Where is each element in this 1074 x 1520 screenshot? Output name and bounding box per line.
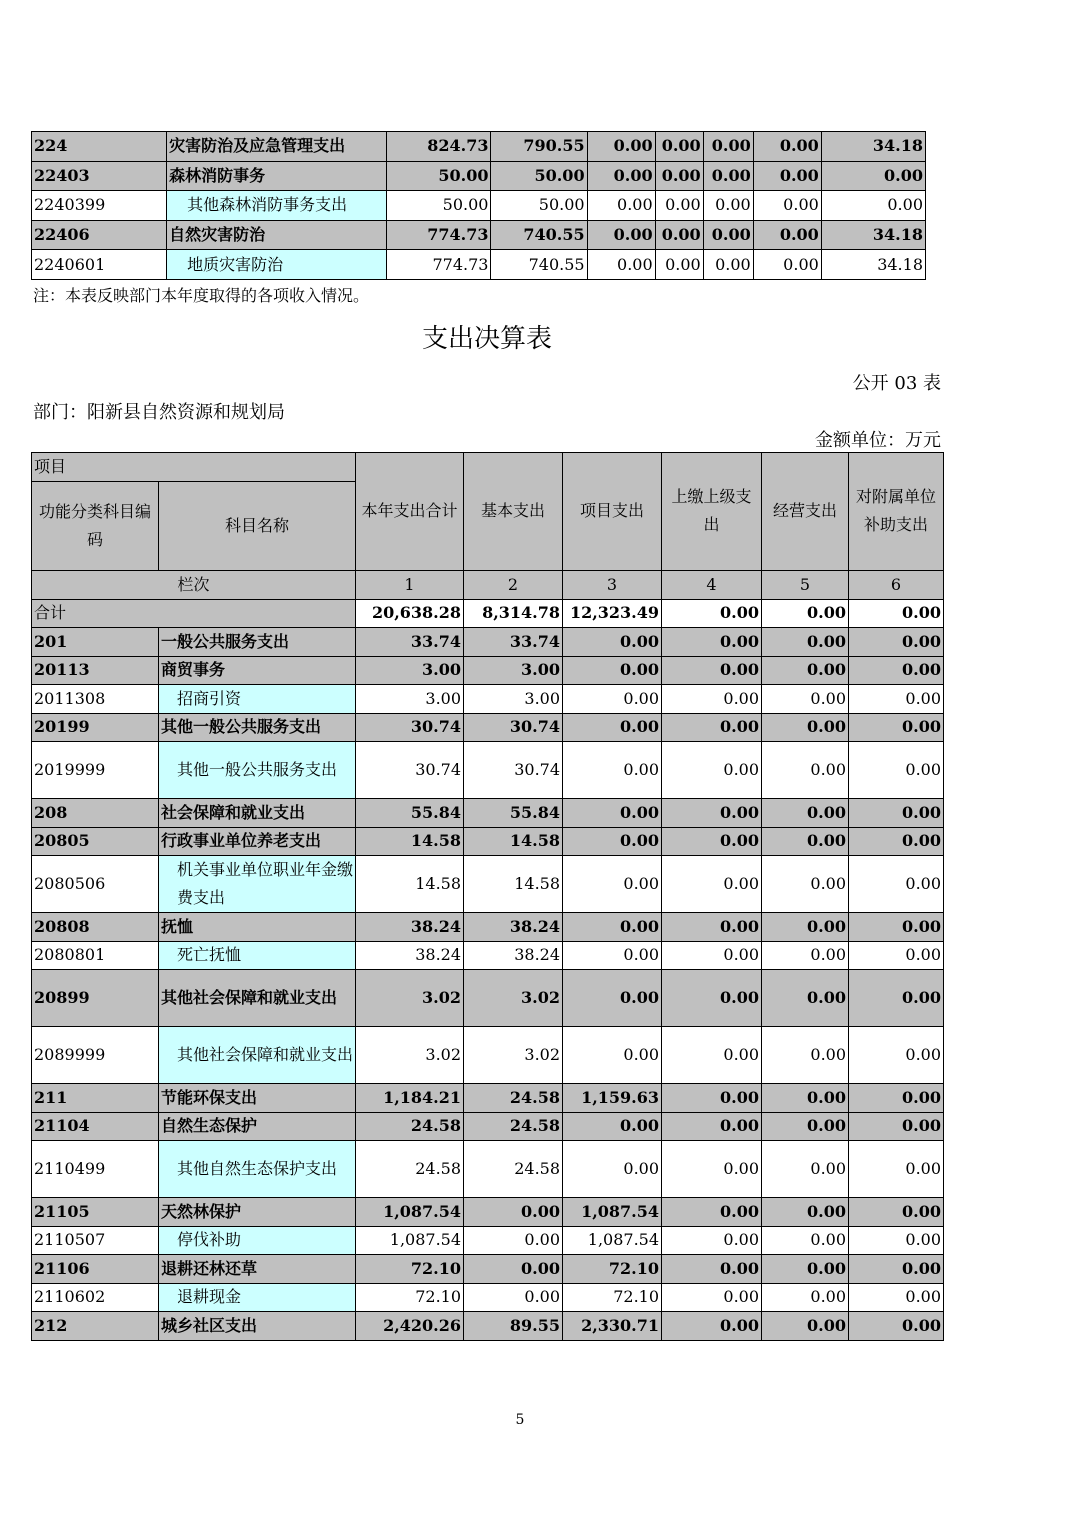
column-number: 4 (662, 570, 762, 599)
row-value: 1,087.54 (563, 1198, 662, 1227)
table-row (32, 132, 926, 162)
row-value: 0.00 (563, 713, 662, 742)
row-value: 0.00 (662, 827, 762, 856)
row-value: 0.00 (762, 827, 849, 856)
row-name: 商贸事务 (159, 656, 356, 685)
row-value: 0.00 (703, 220, 753, 250)
row-value: 0.00 (464, 1255, 563, 1284)
column-number: 1 (356, 570, 464, 599)
row-value: 0.00 (662, 685, 762, 714)
row-value: 0.00 (563, 856, 662, 913)
row-value: 0.00 (849, 1312, 944, 1341)
row-value: 3.00 (464, 685, 563, 714)
row-value: 55.84 (356, 799, 464, 828)
row-name: 停伐补助 (159, 1226, 356, 1255)
row-name: 其他一般公共服务支出 (159, 742, 356, 799)
row-name: 自然生态保护 (159, 1112, 356, 1141)
column-number: 3 (563, 570, 662, 599)
row-value: 0.00 (762, 856, 849, 913)
row-value: 0.00 (662, 1027, 762, 1084)
row-value: 0.00 (762, 1027, 849, 1084)
table-row (32, 220, 926, 250)
row-value: 3.02 (356, 970, 464, 1027)
row-name: 天然林保护 (159, 1198, 356, 1227)
row-value: 38.24 (356, 913, 464, 942)
row-value: 0.00 (753, 250, 821, 280)
row-value: 774.73 (387, 220, 491, 250)
table-note: 注：本表反映部门本年度取得的各项收入情况。 (33, 286, 370, 305)
row-value: 0.00 (849, 1112, 944, 1141)
row-name: 机关事业单位职业年金缴费支出 (159, 856, 356, 913)
row-name: 社会保障和就业支出 (159, 799, 356, 828)
row-value: 0.00 (587, 220, 655, 250)
row-code: 2089999 (32, 1027, 159, 1084)
row-value: 0.00 (563, 742, 662, 799)
row-value: 0.00 (849, 1027, 944, 1084)
row-name: 森林消防事务 (167, 161, 387, 191)
row-value: 0.00 (849, 1283, 944, 1312)
row-value: 0.00 (662, 656, 762, 685)
row-value: 1,184.21 (356, 1084, 464, 1113)
table-row (32, 161, 926, 191)
row-value: 72.10 (356, 1255, 464, 1284)
row-name: 城乡社区支出 (159, 1312, 356, 1341)
row-value: 14.58 (356, 827, 464, 856)
row-code: 208 (32, 799, 159, 828)
row-code: 2080801 (32, 941, 159, 970)
row-value: 0.00 (849, 1084, 944, 1113)
table-row (32, 656, 944, 685)
row-value: 0.00 (849, 970, 944, 1027)
row-code: 20805 (32, 827, 159, 856)
row-value: 0.00 (464, 1198, 563, 1227)
expenditure-table (31, 452, 944, 1341)
table-row (32, 250, 926, 280)
row-value: 0.00 (762, 742, 849, 799)
row-value: 0.00 (662, 1255, 762, 1284)
table-row (32, 856, 944, 913)
row-value: 0.00 (849, 685, 944, 714)
table-row (32, 1198, 944, 1227)
row-value: 50.00 (387, 191, 491, 221)
row-value: 0.00 (849, 799, 944, 828)
row-name: 其他自然生态保护支出 (159, 1141, 356, 1198)
row-value: 0.00 (762, 1255, 849, 1284)
row-value: 24.58 (356, 1141, 464, 1198)
table-row (32, 970, 944, 1027)
row-value: 55.84 (464, 799, 563, 828)
row-value: 0.00 (762, 941, 849, 970)
row-value: 14.58 (356, 856, 464, 913)
row-value: 0.00 (662, 1198, 762, 1227)
row-value: 0.00 (753, 191, 821, 221)
row-value: 0.00 (703, 191, 753, 221)
row-name: 自然灾害防治 (167, 220, 387, 250)
row-value: 0.00 (849, 1226, 944, 1255)
row-value: 0.00 (563, 970, 662, 1027)
row-value: 0.00 (655, 250, 703, 280)
row-value: 1,087.54 (563, 1226, 662, 1255)
row-value: 0.00 (655, 132, 703, 162)
row-name: 抚恤 (159, 913, 356, 942)
row-code: 212 (32, 1312, 159, 1341)
table-row (32, 1226, 944, 1255)
row-value: 3.02 (356, 1027, 464, 1084)
row-code: 2110499 (32, 1141, 159, 1198)
row-value: 34.18 (821, 132, 925, 162)
row-code: 22403 (32, 161, 167, 191)
row-value: 2,420.26 (356, 1312, 464, 1341)
row-code: 21105 (32, 1198, 159, 1227)
row-name: 行政事业单位养老支出 (159, 827, 356, 856)
row-code: 2240601 (32, 250, 167, 280)
row-value: 0.00 (662, 713, 762, 742)
row-value: 0.00 (662, 799, 762, 828)
row-code: 2011308 (32, 685, 159, 714)
row-name: 退耕现金 (159, 1283, 356, 1312)
header-col-upper: 上缴上级支出 (662, 453, 762, 571)
row-value: 0.00 (849, 856, 944, 913)
row-value: 33.74 (464, 628, 563, 657)
header-col-total: 本年支出合计 (356, 453, 464, 571)
header-col-business: 经营支出 (762, 453, 849, 571)
row-value: 0.00 (662, 1141, 762, 1198)
row-value: 0.00 (662, 941, 762, 970)
row-value: 0.00 (655, 220, 703, 250)
row-value: 0.00 (662, 1084, 762, 1113)
row-value: 0.00 (753, 161, 821, 191)
row-value: 0.00 (662, 1226, 762, 1255)
row-value: 0.00 (849, 941, 944, 970)
row-code: 20113 (32, 656, 159, 685)
row-value: 0.00 (762, 1283, 849, 1312)
row-value: 14.58 (464, 827, 563, 856)
row-value: 3.00 (356, 685, 464, 714)
row-value: 0.00 (563, 685, 662, 714)
row-code: 22406 (32, 220, 167, 250)
row-value: 0.00 (563, 628, 662, 657)
total-value: 8,314.78 (464, 599, 563, 628)
row-value: 0.00 (762, 685, 849, 714)
row-value: 0.00 (849, 827, 944, 856)
header-code: 功能分类科目编码 (32, 481, 159, 570)
table-row (32, 1112, 944, 1141)
row-name: 其他一般公共服务支出 (159, 713, 356, 742)
amount-unit: 金额单位：万元 (815, 430, 941, 451)
row-value: 0.00 (655, 191, 703, 221)
row-value: 0.00 (762, 656, 849, 685)
row-value: 0.00 (662, 856, 762, 913)
row-value: 740.55 (491, 250, 587, 280)
row-value: 0.00 (849, 656, 944, 685)
row-code: 224 (32, 132, 167, 162)
row-value: 0.00 (762, 1112, 849, 1141)
row-value: 1,159.63 (563, 1084, 662, 1113)
row-code: 201 (32, 628, 159, 657)
column-number: 5 (762, 570, 849, 599)
table-row (32, 941, 944, 970)
row-value: 3.02 (464, 1027, 563, 1084)
total-value: 20,638.28 (356, 599, 464, 628)
row-value: 0.00 (563, 799, 662, 828)
row-code: 21104 (32, 1112, 159, 1141)
row-value: 0.00 (703, 132, 753, 162)
row-value: 0.00 (762, 1312, 849, 1341)
row-value: 0.00 (762, 1226, 849, 1255)
row-name: 其他社会保障和就业支出 (159, 970, 356, 1027)
row-value: 0.00 (563, 913, 662, 942)
row-code: 2019999 (32, 742, 159, 799)
row-value: 0.00 (464, 1283, 563, 1312)
row-value: 30.74 (464, 713, 563, 742)
row-name: 节能环保支出 (159, 1084, 356, 1113)
row-name: 地质灾害防治 (167, 250, 387, 280)
row-name: 灾害防治及应急管理支出 (167, 132, 387, 162)
row-value: 3.02 (464, 970, 563, 1027)
row-name: 死亡抚恤 (159, 941, 356, 970)
row-value: 0.00 (662, 1312, 762, 1341)
table-row (32, 713, 944, 742)
row-value: 30.74 (356, 713, 464, 742)
row-code: 2080506 (32, 856, 159, 913)
row-value: 50.00 (491, 191, 587, 221)
row-value: 0.00 (849, 742, 944, 799)
row-value: 0.00 (655, 161, 703, 191)
header-column-row: 栏次 (32, 570, 356, 599)
row-value: 1,087.54 (356, 1226, 464, 1255)
row-value: 0.00 (563, 827, 662, 856)
row-code: 20199 (32, 713, 159, 742)
row-value: 3.00 (356, 656, 464, 685)
carryover-table (31, 131, 926, 280)
row-value: 24.58 (464, 1112, 563, 1141)
table-row (32, 1141, 944, 1198)
row-value: 30.74 (356, 742, 464, 799)
row-value: 0.00 (762, 913, 849, 942)
table-row (32, 742, 944, 799)
row-name: 其他社会保障和就业支出 (159, 1027, 356, 1084)
row-name: 一般公共服务支出 (159, 628, 356, 657)
table-row (32, 628, 944, 657)
header-name: 科目名称 (159, 481, 356, 570)
row-name: 退耕还林还草 (159, 1255, 356, 1284)
row-value: 0.00 (587, 191, 655, 221)
row-code: 2110507 (32, 1226, 159, 1255)
table-row (32, 191, 926, 221)
row-value: 38.24 (356, 941, 464, 970)
table-row (32, 685, 944, 714)
row-code: 20808 (32, 913, 159, 942)
row-value: 0.00 (563, 656, 662, 685)
row-value: 790.55 (491, 132, 587, 162)
row-value: 33.74 (356, 628, 464, 657)
table-row (32, 1255, 944, 1284)
header-project: 项目 (32, 453, 356, 482)
row-value: 0.00 (821, 191, 925, 221)
row-value: 0.00 (849, 628, 944, 657)
row-code: 2110602 (32, 1283, 159, 1312)
table-row (32, 799, 944, 828)
page-title: 支出决算表 (421, 324, 552, 354)
department-label: 部门：阳新县自然资源和规划局 (33, 402, 285, 423)
row-value: 24.58 (464, 1141, 563, 1198)
row-code: 2240399 (32, 191, 167, 221)
row-value: 0.00 (821, 161, 925, 191)
row-code: 20899 (32, 970, 159, 1027)
total-label: 合计 (32, 599, 356, 628)
row-value: 0.00 (662, 628, 762, 657)
row-value: 0.00 (703, 161, 753, 191)
row-value: 72.10 (563, 1283, 662, 1312)
row-value: 2,330.71 (563, 1312, 662, 1341)
row-value: 38.24 (464, 913, 563, 942)
row-value: 0.00 (563, 1112, 662, 1141)
total-row (32, 599, 944, 628)
row-value: 24.58 (356, 1112, 464, 1141)
row-name: 其他森林消防事务支出 (167, 191, 387, 221)
row-code: 211 (32, 1084, 159, 1113)
page-number: 5 (515, 1412, 525, 1428)
row-value: 24.58 (464, 1084, 563, 1113)
row-value: 0.00 (662, 1283, 762, 1312)
row-value: 34.18 (821, 220, 925, 250)
form-number: 公开 03 表 (852, 373, 941, 394)
row-value: 34.18 (821, 250, 925, 280)
row-name: 招商引资 (159, 685, 356, 714)
row-value: 0.00 (587, 161, 655, 191)
table-row (32, 913, 944, 942)
row-value: 824.73 (387, 132, 491, 162)
total-value: 0.00 (849, 599, 944, 628)
row-value: 0.00 (849, 1198, 944, 1227)
row-value: 0.00 (762, 970, 849, 1027)
row-value: 38.24 (464, 941, 563, 970)
row-value: 0.00 (849, 713, 944, 742)
row-value: 0.00 (762, 799, 849, 828)
header-col-basic: 基本支出 (464, 453, 563, 571)
row-value: 774.73 (387, 250, 491, 280)
total-value: 12,323.49 (563, 599, 662, 628)
row-value: 50.00 (387, 161, 491, 191)
row-value: 0.00 (563, 1027, 662, 1084)
row-value: 0.00 (662, 913, 762, 942)
row-value: 72.10 (356, 1283, 464, 1312)
row-value: 50.00 (491, 161, 587, 191)
table-row (32, 1084, 944, 1113)
row-value: 0.00 (703, 250, 753, 280)
row-value: 0.00 (563, 941, 662, 970)
row-value: 0.00 (753, 132, 821, 162)
row-value: 0.00 (662, 970, 762, 1027)
column-number: 6 (849, 570, 944, 599)
column-number: 2 (464, 570, 563, 599)
row-value: 0.00 (849, 1141, 944, 1198)
row-value: 0.00 (849, 1255, 944, 1284)
row-value: 3.00 (464, 656, 563, 685)
header-col-project: 项目支出 (563, 453, 662, 571)
row-value: 0.00 (464, 1226, 563, 1255)
row-value: 0.00 (762, 1141, 849, 1198)
table-row (32, 1027, 944, 1084)
row-value: 0.00 (762, 1198, 849, 1227)
row-value: 740.55 (491, 220, 587, 250)
row-value: 0.00 (563, 1141, 662, 1198)
row-value: 72.10 (563, 1255, 662, 1284)
row-value: 1,087.54 (356, 1198, 464, 1227)
total-value: 0.00 (762, 599, 849, 628)
table-row (32, 1283, 944, 1312)
row-value: 0.00 (662, 742, 762, 799)
row-code: 21106 (32, 1255, 159, 1284)
row-value: 0.00 (662, 1112, 762, 1141)
table-row (32, 1312, 944, 1341)
row-value: 30.74 (464, 742, 563, 799)
row-value: 89.55 (464, 1312, 563, 1341)
row-value: 0.00 (753, 220, 821, 250)
row-value: 0.00 (762, 628, 849, 657)
header-col-subsidy: 对附属单位补助支出 (849, 453, 944, 571)
total-value: 0.00 (662, 599, 762, 628)
table-row (32, 827, 944, 856)
row-value: 0.00 (762, 1084, 849, 1113)
row-value: 14.58 (464, 856, 563, 913)
row-value: 0.00 (587, 250, 655, 280)
row-value: 0.00 (762, 713, 849, 742)
row-value: 0.00 (849, 913, 944, 942)
row-value: 0.00 (587, 132, 655, 162)
